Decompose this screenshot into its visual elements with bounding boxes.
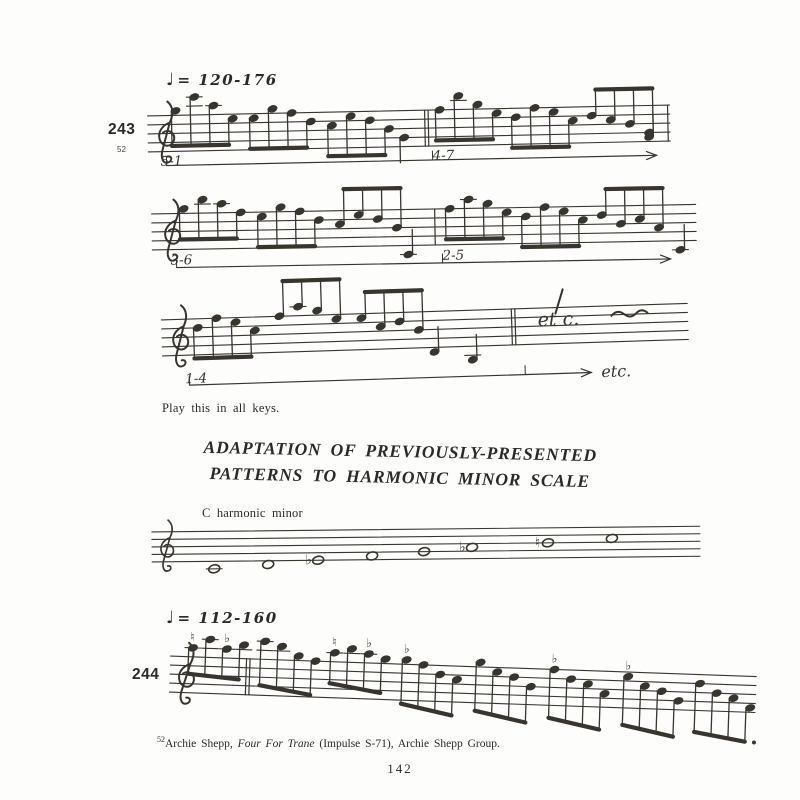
section-heading-line2: PATTERNS TO HARMONIC MINOR SCALE [209, 463, 591, 491]
segment-label: 5-1 [160, 153, 183, 170]
scale-staff-system [150, 518, 715, 588]
segment-label: 4-7 [432, 147, 455, 165]
system-243-line1-svg [146, 96, 706, 200]
system-243-line3-svg [160, 298, 720, 408]
tempo-marking-244 [166, 608, 278, 628]
accidental: ♮ [534, 534, 541, 551]
footnote-marker: 52 [157, 735, 165, 744]
quarter-note-icon: ♩ [166, 70, 176, 90]
play-all-keys-note: Play this in all keys. [162, 401, 280, 415]
tempo-marking-243 [166, 70, 278, 90]
segment-label: 3-6 [170, 252, 193, 269]
footnote-album-title: Four For Trane [237, 737, 315, 750]
scale-staff-svg [150, 518, 715, 588]
accidental: ♮ [331, 634, 337, 649]
section-heading [40, 430, 761, 497]
exercise-number-243: 243 [108, 121, 136, 138]
footnote-text-start: Archie Shepp, [165, 737, 238, 750]
staff-system-243-a [146, 96, 706, 200]
footnote-ref-52: 52 [117, 145, 126, 154]
scale-label: C harmonic minor [202, 506, 303, 520]
segment-label: 1-4 [185, 370, 208, 388]
footnote [157, 735, 500, 750]
accidental: ♭ [458, 539, 466, 556]
section-heading-line1: ADAPTATION OF PREVIOUSLY-PRESENTED [203, 436, 598, 466]
handwritten-etc: et c. [537, 307, 580, 332]
accidental: ♭ [551, 651, 558, 666]
staff-system-244 [168, 626, 772, 750]
accidental: ♭ [625, 658, 632, 673]
tempo-value-244: = 112-160 [177, 609, 278, 627]
quarter-note-icon: ♩ [166, 608, 176, 628]
footnote-text-end: (Impulse S-71), Archie Shepp Group. [314, 737, 500, 750]
exercise-number-244: 244 [132, 666, 160, 683]
system-243-line2-svg [150, 194, 710, 298]
tempo-value-243: = 120-176 [177, 71, 278, 89]
accidental: ♭ [403, 641, 410, 656]
accidental: ♭ [365, 635, 373, 651]
page-number: 142 [387, 761, 413, 776]
handwritten-etc: etc. [600, 361, 632, 382]
staff-system-243-b [150, 194, 710, 298]
accidental: ♮ [190, 629, 195, 644]
system-244-svg [168, 626, 772, 750]
segment-label: 2-5 [442, 247, 465, 264]
accidental: ♭ [305, 552, 312, 569]
accidental: ♭ [224, 630, 231, 646]
staff-system-243-c [160, 298, 720, 408]
